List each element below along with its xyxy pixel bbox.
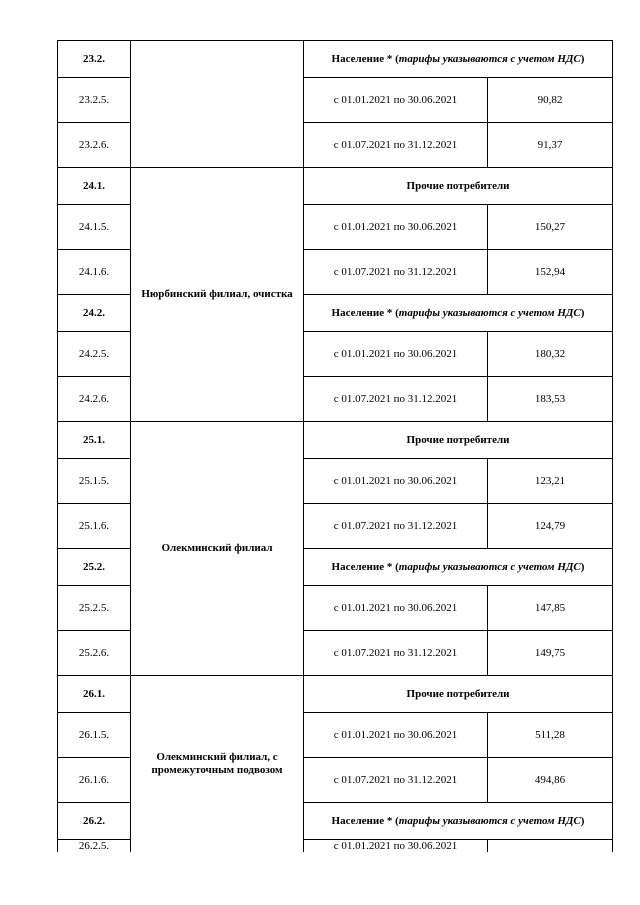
row-value: 152,94 [487, 249, 613, 295]
row-code: 24.1.6. [57, 249, 131, 295]
group-code: 24.1. [57, 167, 131, 205]
row-period: с 01.07.2021 по 31.12.2021 [303, 122, 488, 168]
branch-name [130, 40, 304, 168]
group-header: Население * ( тарифы указываются с учетом НДС ) [303, 802, 613, 840]
row-period: с 01.01.2021 по 30.06.2021 [303, 712, 488, 758]
row-period: с 01.07.2021 по 31.12.2021 [303, 503, 488, 549]
row-period: с 01.01.2021 по 30.06.2021 [303, 585, 488, 631]
row-period: с 01.07.2021 по 31.12.2021 [303, 376, 488, 422]
row-code: 25.1.6. [57, 503, 131, 549]
row-period: с 01.01.2021 по 30.06.2021 [303, 77, 488, 123]
row-code: 23.2.6. [57, 122, 131, 168]
row-code: 25.2.5. [57, 585, 131, 631]
group-header: Прочие потребители [303, 167, 613, 205]
row-period: с 01.07.2021 по 31.12.2021 [303, 249, 488, 295]
group-header: Прочие потребители [303, 675, 613, 713]
row-value: 183,53 [487, 376, 613, 422]
branch-name: Олекминский филиал [130, 421, 304, 676]
group-code: 26.1. [57, 675, 131, 713]
group-header: Население * ( тарифы указываются с учетом НДС ) [303, 548, 613, 586]
group-code: 25.1. [57, 421, 131, 459]
row-value: 149,75 [487, 630, 613, 676]
group-header: Население * ( тарифы указываются с учетом НДС ) [303, 40, 613, 78]
row-code: 24.2.5. [57, 331, 131, 377]
row-value: 180,32 [487, 331, 613, 377]
row-period: с 01.07.2021 по 31.12.2021 [303, 630, 488, 676]
row-period: с 01.01.2021 по 30.06.2021 [303, 204, 488, 250]
row-period: с 01.01.2021 по 30.06.2021 [303, 458, 488, 504]
row-code: 24.2.6. [57, 376, 131, 422]
row-value: 150,27 [487, 204, 613, 250]
group-header: Прочие потребители [303, 421, 613, 459]
row-code: 26.1.6. [57, 757, 131, 803]
group-header: Население * ( тарифы указываются с учетом НДС ) [303, 294, 613, 332]
row-value: 124,79 [487, 503, 613, 549]
row-code: 26.1.5. [57, 712, 131, 758]
row-code: 24.1.5. [57, 204, 131, 250]
row-value: 91,37 [487, 122, 613, 168]
group-code: 25.2. [57, 548, 131, 586]
row-value [487, 839, 613, 852]
row-code: 23.2.5. [57, 77, 131, 123]
row-value: 147,85 [487, 585, 613, 631]
branch-name: Нюрбинский филиал, очистка [130, 167, 304, 422]
row-period: с 01.01.2021 по 30.06.2021 [303, 331, 488, 377]
branch-name: Олекминский филиал, с промежуточным подвозом [130, 675, 304, 852]
row-value: 511,28 [487, 712, 613, 758]
row-code: 25.2.6. [57, 630, 131, 676]
row-period: с 01.01.2021 по 30.06.2021 [303, 839, 488, 852]
row-value: 123,21 [487, 458, 613, 504]
group-code: 24.2. [57, 294, 131, 332]
row-period: с 01.07.2021 по 31.12.2021 [303, 757, 488, 803]
group-code: 23.2. [57, 40, 131, 78]
row-value: 90,82 [487, 77, 613, 123]
row-code: 26.2.5. [57, 839, 131, 852]
row-value: 494,86 [487, 757, 613, 803]
row-code: 25.1.5. [57, 458, 131, 504]
group-code: 26.2. [57, 802, 131, 840]
